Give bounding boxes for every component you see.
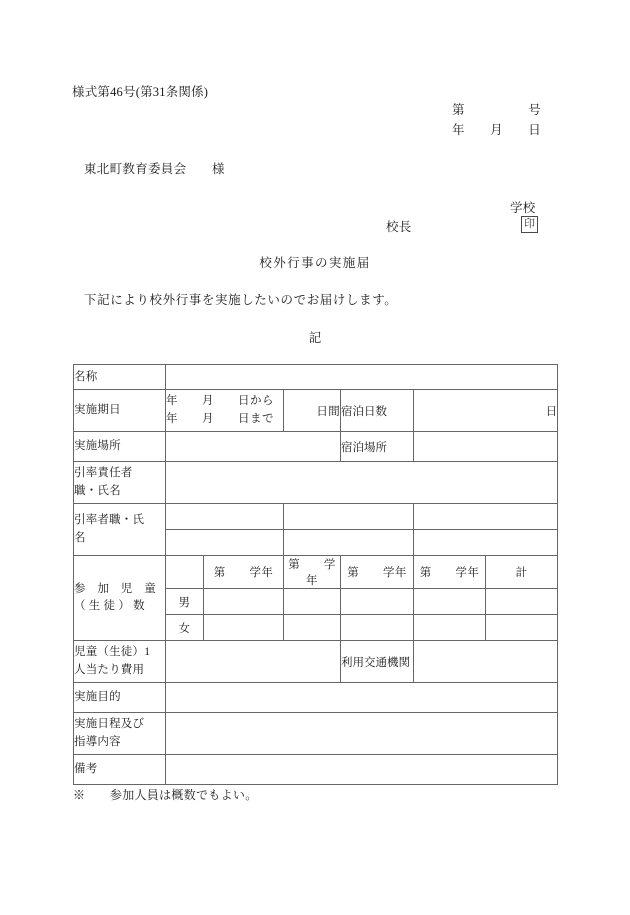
input-leader[interactable] xyxy=(166,462,558,504)
document-date-field: 年 月 日 xyxy=(452,123,541,137)
label-name: 名称 xyxy=(74,365,166,390)
principal-label: 校長 xyxy=(386,220,412,234)
input-male-total[interactable] xyxy=(486,589,558,615)
event-details-table xyxy=(73,364,558,785)
table-row-purpose xyxy=(74,683,558,713)
label-staff-line2: 名 xyxy=(74,531,86,544)
students-corner-cell xyxy=(166,556,204,589)
document-number-field: 第 号 xyxy=(452,103,541,117)
label-place: 実施場所 xyxy=(74,432,166,462)
input-name[interactable] xyxy=(166,365,558,390)
label-schedule xyxy=(74,713,166,755)
page-title: 校外行事の実施届 xyxy=(259,256,371,270)
input-place[interactable] xyxy=(166,432,341,462)
input-female-grade-3[interactable] xyxy=(341,615,414,641)
table-row-name xyxy=(74,365,558,390)
period-from: 年 月 日から xyxy=(166,395,274,408)
input-staff-1-2[interactable] xyxy=(284,504,414,530)
input-purpose[interactable] xyxy=(166,683,558,713)
school-name-field: 学校 xyxy=(510,201,536,215)
label-students-line1: 参 加 児 童 xyxy=(74,582,156,595)
input-schedule[interactable] xyxy=(166,713,558,755)
label-leader-line1: 引率責任者 xyxy=(74,467,133,480)
label-schedule-line2: 指導内容 xyxy=(74,735,121,748)
addressee: 東北町教育委員会 様 xyxy=(84,162,225,176)
label-students-count xyxy=(74,556,166,641)
table-row-cost xyxy=(74,641,558,683)
label-leader-line2: 職・氏名 xyxy=(74,484,121,497)
label-staff xyxy=(74,504,166,556)
label-staff-line1: 引率者職・氏 xyxy=(74,514,145,527)
label-transport: 利用交通機関 xyxy=(341,641,414,683)
input-lodging-days[interactable]: 日 xyxy=(414,390,558,432)
seal-stamp-box: 印 xyxy=(521,216,538,233)
label-lodging-place: 宿泊場所 xyxy=(341,432,414,462)
table-row-remarks xyxy=(74,755,558,785)
table-row-schedule xyxy=(74,713,558,755)
grade-header-4: 第 学年 xyxy=(414,556,486,589)
grade-header-3: 第 学年 xyxy=(341,556,414,589)
input-staff-2-1[interactable] xyxy=(166,530,284,556)
grade-header-1: 第 学年 xyxy=(204,556,284,589)
form-code: 様式第46号(第31条関係) xyxy=(72,85,209,99)
lead-text: 下記により校外行事を実施したいのでお届けします。 xyxy=(84,293,398,307)
period-to: 年 月 日まで xyxy=(166,412,274,425)
input-cost-per-student[interactable] xyxy=(166,641,341,683)
input-staff-2-2[interactable] xyxy=(284,530,414,556)
label-schedule-line1: 実施日程及び xyxy=(74,718,145,731)
label-gender-female: 女 xyxy=(166,615,204,641)
table-row-period xyxy=(74,390,558,432)
table-row-staff-1 xyxy=(74,504,558,530)
input-lodging-place[interactable] xyxy=(414,432,558,462)
label-leader xyxy=(74,462,166,504)
label-gender-male: 男 xyxy=(166,589,204,615)
label-lodging-days: 宿泊日数 xyxy=(341,390,414,432)
label-cost-per-student xyxy=(74,641,166,683)
input-female-grade-4[interactable] xyxy=(414,615,486,641)
input-period-dates[interactable] xyxy=(166,390,284,432)
footnote: ※ 参加人員は概数でもよい。 xyxy=(73,788,258,802)
ki-mark: 記 xyxy=(308,331,322,345)
label-cost-line1: 児童（生徒）1 xyxy=(74,646,151,659)
grade-header-total: 計 xyxy=(486,556,558,589)
table-row-place xyxy=(74,432,558,462)
input-female-grade-2[interactable] xyxy=(284,615,341,641)
label-purpose: 実施目的 xyxy=(74,683,166,713)
input-male-grade-2[interactable] xyxy=(284,589,341,615)
input-female-total[interactable] xyxy=(486,615,558,641)
input-remarks[interactable] xyxy=(166,755,558,785)
input-staff-2-3[interactable] xyxy=(414,530,558,556)
label-remarks: 備考 xyxy=(74,755,166,785)
input-female-grade-1[interactable] xyxy=(204,615,284,641)
grade-header-2: 第 学年 xyxy=(284,556,341,589)
input-staff-1-3[interactable] xyxy=(414,504,558,530)
table-row-leader xyxy=(74,462,558,504)
label-days-unit: 日間 xyxy=(284,390,341,432)
table-row-students-header xyxy=(74,556,558,589)
input-male-grade-3[interactable] xyxy=(341,589,414,615)
input-male-grade-1[interactable] xyxy=(204,589,284,615)
input-transport[interactable] xyxy=(414,641,558,683)
input-male-grade-4[interactable] xyxy=(414,589,486,615)
label-cost-line2: 人当たり費用 xyxy=(74,663,145,676)
label-students-line2: （ 生 徒 ） 数 xyxy=(74,600,145,612)
input-staff-1-1[interactable] xyxy=(166,504,284,530)
label-period: 実施期日 xyxy=(74,390,166,432)
